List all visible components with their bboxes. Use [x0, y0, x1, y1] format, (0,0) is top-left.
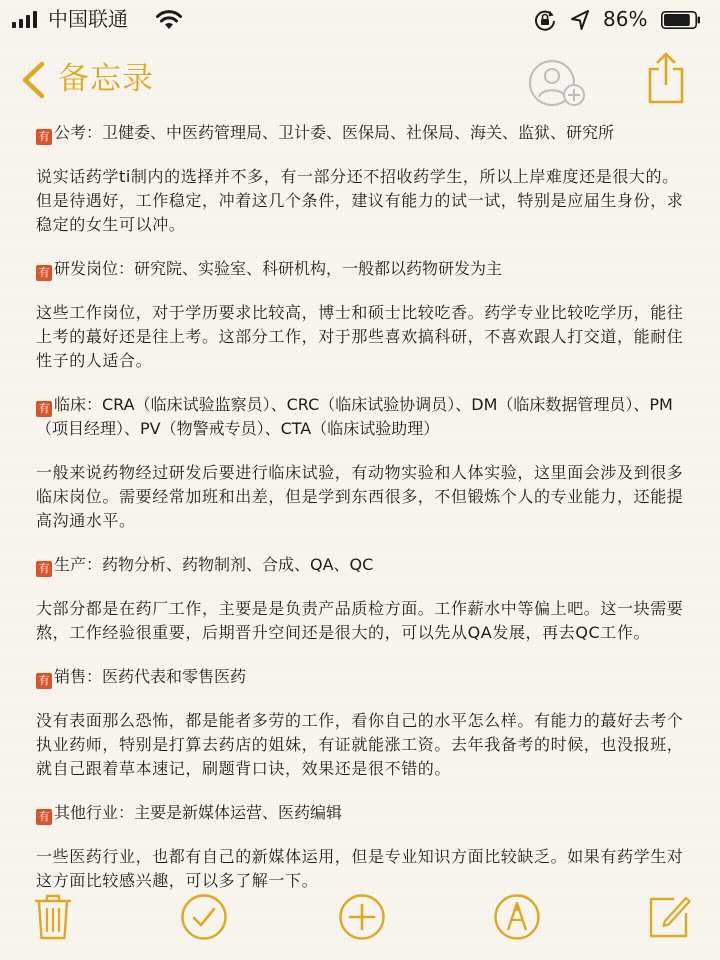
section-heading	[36, 121, 686, 145]
section-heading-text: 公考：卫健委、中医药管理局、卫计委、医保局、社保局、海关、监狱、研究所	[54, 123, 615, 142]
section-body: 一些医药行业，也都有自己的新媒体运用，但是专业知识方面比较缺乏。如果有药学生对这方面比较感兴趣，可以多了解一下。	[36, 847, 684, 890]
add-person-icon[interactable]	[524, 55, 592, 111]
battery-icon	[661, 11, 701, 29]
section-heading	[36, 257, 686, 281]
section-heading	[36, 553, 686, 577]
checklist-icon[interactable]	[180, 893, 228, 941]
section-heading-text: 研发岗位：研究院、实验室、科研机构，一般都以药物研发为主	[54, 259, 503, 278]
share-icon[interactable]	[646, 51, 686, 105]
badge-icon: 有	[36, 265, 52, 281]
note-section	[36, 553, 686, 645]
section-body: 这些工作岗位，对于学历要求比较高，博士和硕士比较吃香。药学专业比较吃学历，能往上考的蕞好还是往上考。这部分工作，对于那些喜欢搞科研，不喜欢跟人打交道，能耐住性子的人适合。	[36, 303, 684, 370]
status-bar	[0, 0, 720, 40]
section-heading	[36, 393, 686, 441]
markup-icon[interactable]	[493, 893, 541, 941]
section-heading-text: 销售：医药代表和零售医药	[54, 667, 247, 686]
section-heading-text: 生产：药物分析、药物制剂、合成、QA、QC	[54, 555, 374, 574]
carrier-name: 中国联通	[48, 7, 128, 31]
nav-bar	[0, 45, 720, 120]
battery-percentage: 86%	[603, 7, 648, 31]
bottom-toolbar	[0, 885, 720, 960]
section-body: 没有表面那么恐怖，都是能者多劳的工作，看你自己的水平怎么样。有能力的蕞好去考个执业药师，特别是打算去药店的姐妹，有证就能涨工资。去年我备考的时候，也没报班，就自己跟着草本速记，刷题背口诀，效果还是很不错的。	[36, 711, 684, 778]
section-body: 说实话药学ti制内的选择并不多，有一部分还不招收药学生，所以上岸难度还是很大的。但是待遇好，工作稳定，冲着这几个条件，建议有能力的试一试，特别是应届生身份，求稳定的女生可以冲。	[36, 167, 684, 234]
section-body: 大部分都是在药厂工作，主要是是负责产品质检方面。工作薪水中等偏上吧。这一块需要熬，工作经验很重要，后期晋升空间还是很大的，可以先从QA发展，再去QC工作。	[36, 599, 684, 642]
section-heading-text: 其他行业：主要是新媒体运营、医药编辑	[54, 803, 343, 822]
orientation-lock-icon	[534, 9, 556, 31]
note-section	[36, 257, 686, 373]
note-section	[36, 393, 686, 533]
section-heading	[36, 801, 686, 825]
note-content[interactable]	[36, 121, 686, 913]
note-section	[36, 665, 686, 781]
compose-icon[interactable]	[648, 893, 692, 939]
wifi-icon	[155, 9, 183, 31]
section-body: 一般来说药物经过研发后要进行临床试验，有动物实验和人体实验，这里面会涉及到很多临床岗位。需要经常加班和出差，但是学到东西很多，不但锻炼个人的专业能力，还能提高沟通水平。	[36, 463, 684, 530]
badge-icon: 有	[36, 561, 52, 577]
cellular-signal-icon	[12, 11, 37, 28]
add-icon[interactable]	[338, 893, 386, 941]
chevron-left-icon[interactable]	[20, 61, 46, 99]
note-section	[36, 801, 686, 893]
back-button[interactable]: 备忘录	[58, 61, 154, 97]
section-heading-text: 临床：CRA（临床试验监察员）、CRC（临床试验协调员）、DM（临床数据管理员）、PM（项目经理）、PV（物警戒专员）、CTA（临床试验助理）	[36, 395, 673, 438]
badge-icon: 有	[36, 129, 52, 145]
note-section	[36, 121, 686, 237]
badge-icon: 有	[36, 809, 52, 825]
badge-icon: 有	[36, 401, 52, 417]
trash-icon[interactable]	[34, 893, 72, 941]
badge-icon: 有	[36, 673, 52, 689]
section-heading	[36, 665, 686, 689]
location-icon	[570, 9, 590, 31]
